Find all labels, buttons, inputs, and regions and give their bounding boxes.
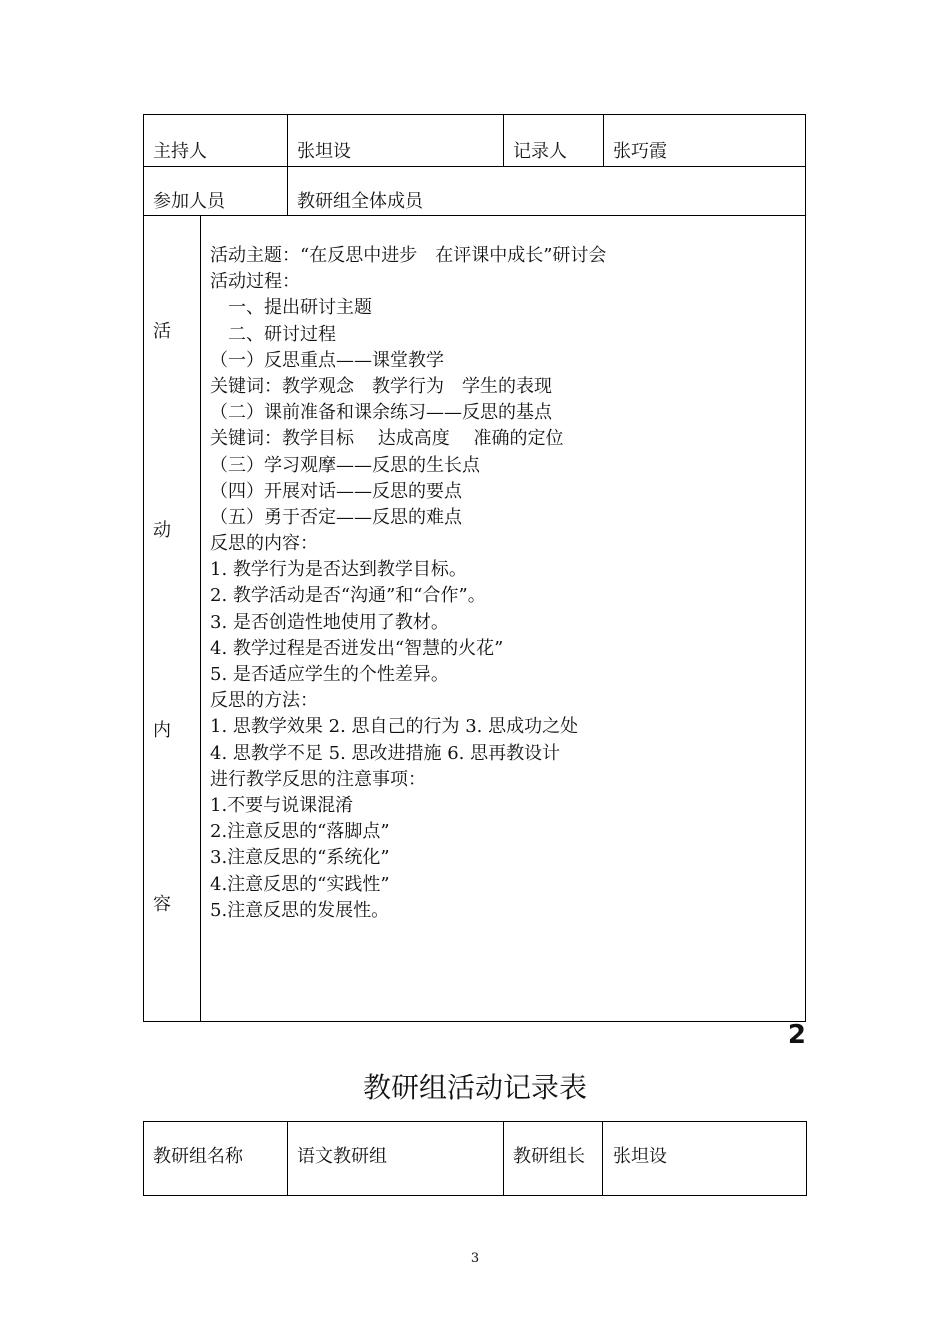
content-line: 3. 是否创造性地使用了教材。 <box>210 611 449 633</box>
content-line: 4. 教学过程是否迸发出“智慧的火花” <box>210 637 504 659</box>
content-line: 4. 思教学不足 5. 思改进措施 6. 思再教设计 <box>210 742 561 764</box>
content-line: 关键词：教学观念 教学行为 学生的表现 <box>210 375 552 397</box>
content-line: （三）学习观摩——反思的生长点 <box>210 454 480 476</box>
content-line: 进行教学反思的注意事项： <box>210 768 426 790</box>
table-col-divider <box>287 114 288 216</box>
content-line: 5.注意反思的发展性。 <box>210 899 390 921</box>
content-line: 1.不要与说课混淆 <box>210 794 354 816</box>
table-border-top <box>143 114 806 115</box>
table-border-bottom <box>143 1195 807 1196</box>
recorder-label: 记录人 <box>513 141 567 162</box>
group-name-label: 教研组名称 <box>153 1146 243 1167</box>
content-label-char: 内 <box>153 720 171 741</box>
content-line: 反思的内容： <box>210 533 318 555</box>
host-label: 主持人 <box>153 141 207 162</box>
content-line: 一、提出研讨主题 <box>210 297 372 319</box>
host-value: 张坦设 <box>297 141 351 162</box>
content-line: 反思的方法： <box>210 690 318 712</box>
group-name-value: 语文教研组 <box>297 1146 387 1167</box>
activity-content <box>210 243 606 924</box>
page-title: 教研组活动记录表 <box>362 1071 587 1104</box>
table-border-bottom <box>143 1021 806 1022</box>
page-badge: 2 <box>787 1020 806 1050</box>
table-border-left <box>143 1121 144 1196</box>
content-line: 活动过程： <box>210 271 300 293</box>
table-row-divider <box>143 215 806 216</box>
content-line: （五）勇于否定——反思的难点 <box>210 506 462 528</box>
leader-label: 教研组长 <box>513 1146 585 1167</box>
table-border-right <box>805 114 806 1022</box>
table-border-left <box>143 114 144 1022</box>
content-label-char: 容 <box>153 894 171 915</box>
content-line: 活动主题：“在反思中进步 在评课中成长”研讨会 <box>210 245 607 266</box>
footer-page-number: 3 <box>470 1251 480 1266</box>
leader-value: 张坦设 <box>613 1146 667 1167</box>
table-col-divider <box>503 114 504 167</box>
content-line: （一）反思重点——课堂教学 <box>210 349 444 371</box>
content-line: 二、研讨过程 <box>210 323 336 345</box>
content-line: （二）课前准备和课余练习——反思的基点 <box>210 402 552 424</box>
table-col-divider <box>503 1121 504 1196</box>
table-border-top <box>143 1121 807 1122</box>
content-line: 2.注意反思的“落脚点” <box>210 821 390 843</box>
content-line: 关键词：教学目标 达成高度 准确的定位 <box>210 428 564 450</box>
content-line: 3.注意反思的“系统化” <box>210 847 390 869</box>
content-line: 2. 教学活动是否“沟通”和“合作”。 <box>210 585 486 607</box>
participants-value: 教研组全体成员 <box>297 191 423 212</box>
content-line: 1. 思教学效果 2. 思自己的行为 3. 思成功之处 <box>210 716 579 738</box>
content-line: 1. 教学行为是否达到教学目标。 <box>210 559 467 581</box>
table-row-divider <box>143 166 806 167</box>
content-label-char: 活 <box>153 321 171 342</box>
content-line: （四）开展对话——反思的要点 <box>210 480 462 502</box>
content-label-char: 动 <box>153 520 171 541</box>
table-col-divider <box>287 1121 288 1196</box>
content-line: 5. 是否适应学生的个性差异。 <box>210 664 449 685</box>
table-col-divider <box>603 114 604 167</box>
table-col-divider <box>602 1121 603 1196</box>
content-line: 4.注意反思的“实践性” <box>210 873 390 895</box>
participants-label: 参加人员 <box>153 191 225 212</box>
recorder-value: 张巧霞 <box>613 141 667 162</box>
table-col-divider <box>200 215 201 1022</box>
table-border-right <box>806 1121 807 1196</box>
